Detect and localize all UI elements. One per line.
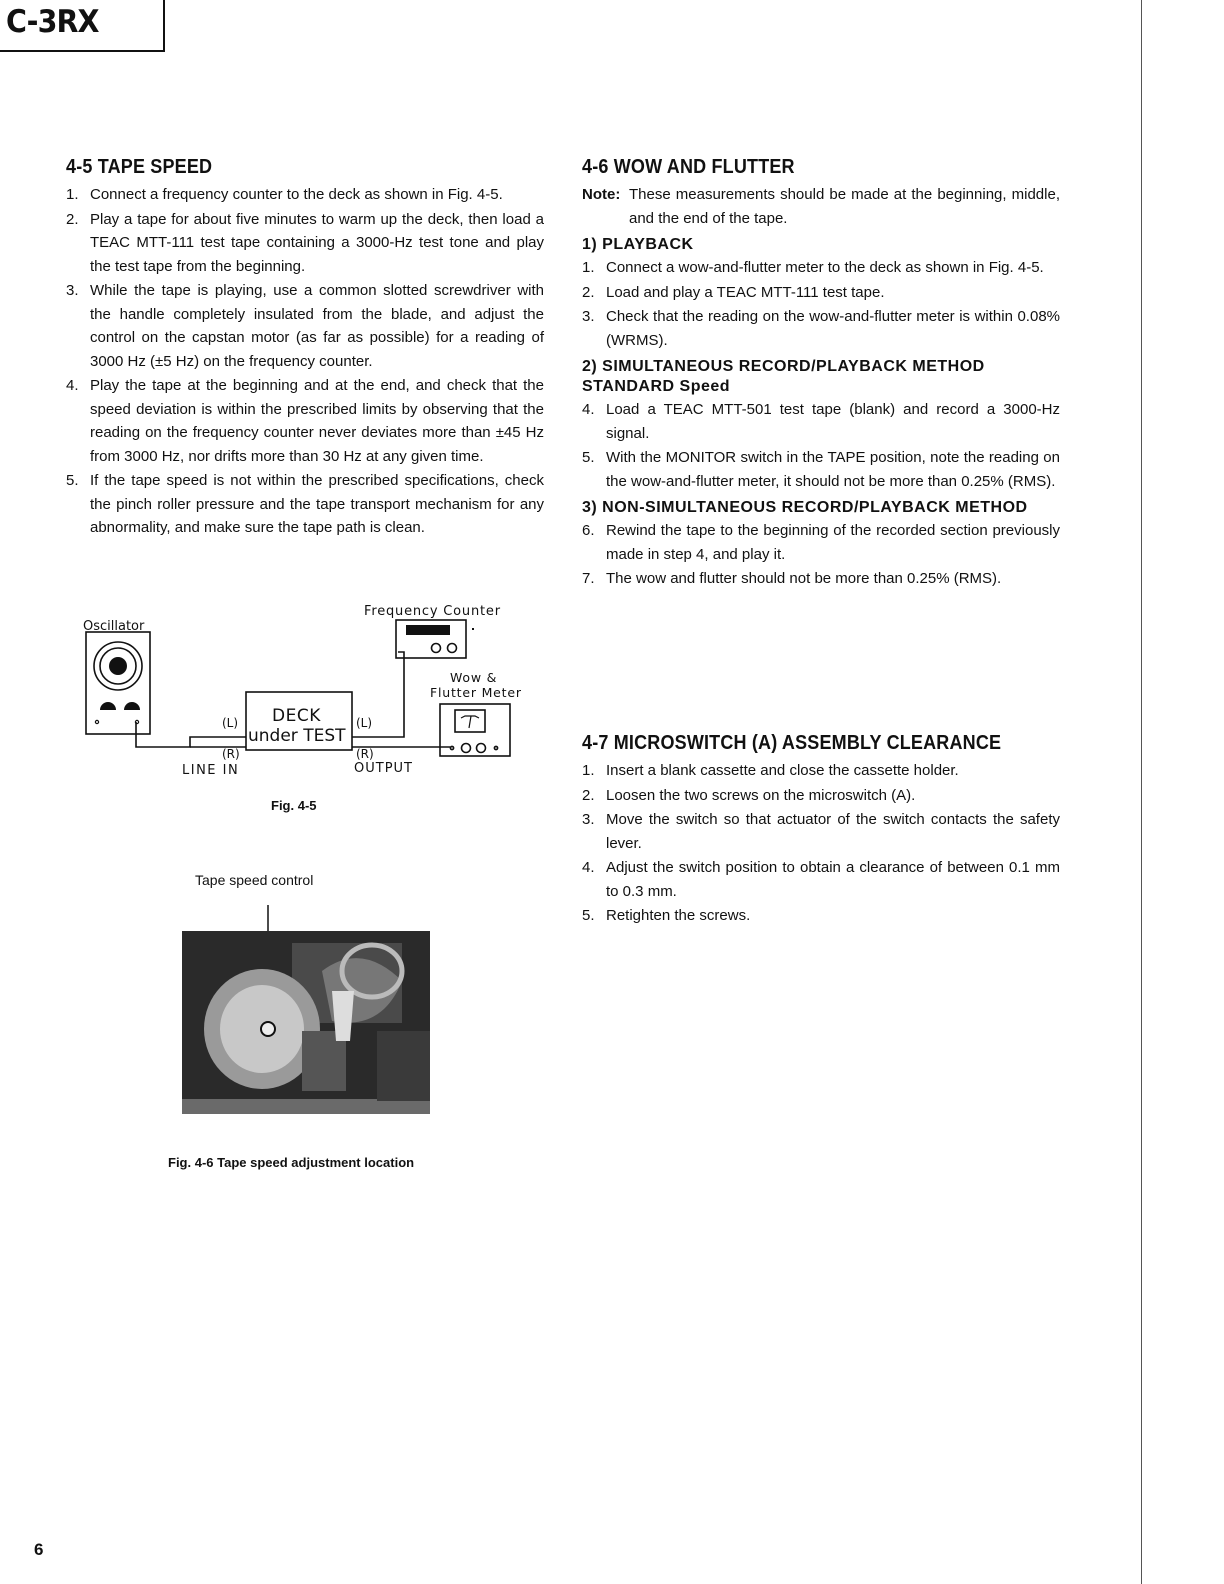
list-item: 3. Check that the reading on the wow-and-flutter meter is within 0.08% (WRMS). (582, 308, 1060, 349)
note-label: Note: (582, 186, 621, 203)
wow-label-line1: Wow & (450, 670, 498, 685)
list-item: 5. Retighten the screws. (582, 907, 751, 924)
oscillator-knob (124, 702, 140, 710)
section-4-5 (66, 156, 544, 541)
section-4-5-list (66, 183, 544, 540)
list-item: 1. Connect a wow-and-flutter meter to the deck as shown in Fig. 4-5. (582, 259, 1044, 276)
meter-needle-arc (461, 716, 479, 718)
list-item: 4. Play the tape at the beginning and at the end, and check that the speed deviation is within the prescribed limits by observing that the reading on the frequency counter never deviates more than ±45 Hz from 3000 Hz, nor drifts more than 30 Hz at any given time. (66, 377, 544, 465)
output-label: OUTPUT (354, 761, 413, 776)
speed-control-screw (261, 1022, 275, 1036)
meter-terminal (494, 746, 497, 749)
fig-4-6-caption: Fig. 4-6 Tape speed adjustment location (168, 1155, 415, 1170)
model-title: C-3RX (6, 4, 99, 40)
section-4-5-title: 4-5 TAPE SPEED (66, 156, 213, 178)
meter-terminal (450, 746, 453, 749)
oscillator-label: Oscillator (83, 619, 145, 634)
list-item: 1. Connect a frequency counter to the deck as shown in Fig. 4-5. (66, 186, 503, 203)
oscillator-knob (100, 702, 116, 710)
photo-side (377, 1031, 430, 1101)
list-item: 6. Rewind the tape to the beginning of the recorded section previously made in step 4, and play it. (582, 522, 1060, 563)
list-item: 2. Load and play a TEAC MTT-111 test tape. (582, 283, 885, 301)
meter-needle (469, 716, 471, 728)
note (582, 183, 1060, 230)
subsection-standard-speed: STANDARD Speed (582, 378, 731, 395)
oscillator-knob (109, 657, 127, 675)
tape-speed-control-label: Tape speed control (195, 872, 314, 888)
deck-label-line1: DECK (272, 706, 321, 726)
counter-knob (448, 644, 457, 653)
section-4-7 (582, 732, 1060, 929)
left-l-label: (L) (222, 716, 239, 730)
page-number: 6 (34, 1540, 44, 1559)
page-edge-rule (1141, 0, 1142, 1584)
line-in-label: LINE IN (182, 763, 240, 778)
meter-knob (462, 744, 471, 753)
list-item: 3. While the tape is playing, use a common slotted screwdriver with the handle completely insulated from the blade, and adjust the control on the capstan motor (as far as possible) for a reading of 3000 Hz (±5 Hz) on the frequency counter. (66, 282, 544, 370)
counter-mark (472, 628, 474, 630)
section-4-6-title: 4-6 WOW AND FLUTTER (582, 156, 795, 178)
list-item: 2. Loosen the two screws on the microswitch (A). (582, 786, 916, 804)
section-4-6 (582, 156, 1060, 592)
oscillator-terminal (95, 720, 98, 723)
list-item: 2. Play a tape for about five minutes to warm up the deck, then load a TEAC MTT-111 test tape containing a 3000-Hz test tone and play the test tape from the beginning. (66, 210, 544, 275)
meter-knob (477, 744, 486, 753)
list-item: 5. If the tape speed is not within the prescribed specifications, check the pinch roller pressure and the tape transport mechanism for any abnormality, and make sure the tape path is clean. (66, 472, 544, 536)
list-item: 1. Insert a blank cassette and close the cassette holder. (582, 762, 959, 779)
frequency-counter-label: Frequency Counter (364, 604, 501, 619)
subsection-simultaneous: 2) SIMULTANEOUS RECORD/PLAYBACK METHOD (582, 358, 985, 375)
fig-4-5-caption: Fig. 4-5 (271, 798, 317, 813)
note-text: These measurements should be made at the beginning, middle, and the end of the tape. (629, 186, 1060, 227)
counter-display (406, 625, 450, 635)
subsection-non-simultaneous: 3) NON-SIMULTANEOUS RECORD/PLAYBACK METHOD (582, 499, 1028, 516)
right-r-label: (R) (356, 747, 374, 761)
photo-base (182, 1099, 430, 1114)
subsection-playback: 1) PLAYBACK (582, 236, 694, 253)
list-item: 7. The wow and flutter should not be more than 0.25% (RMS). (582, 570, 1002, 587)
simultaneous-list (582, 398, 1060, 493)
left-r-label: (R) (222, 747, 240, 761)
counter-knob (432, 644, 441, 653)
list-item: 4. Load a TEAC MTT-501 test tape (blank) and record a 3000-Hz signal. (582, 401, 1060, 442)
list-item: 4. Adjust the switch position to obtain a clearance of between 0.1 mm to 0.3 mm. (582, 859, 1060, 900)
playback-list (582, 256, 1060, 352)
tape-speed-photo (182, 892, 430, 1114)
deck-label-line2: under TEST (248, 726, 346, 746)
oscillator-terminal (135, 720, 138, 723)
right-l-label: (L) (356, 716, 373, 730)
section-4-7-title: 4-7 MICROSWITCH (A) ASSEMBLY CLEARANCE (582, 732, 1002, 754)
list-item: 3. Move the switch so that actuator of the switch contacts the safety lever. (582, 811, 1060, 852)
wow-label-line2: Flutter Meter (430, 685, 522, 700)
section-4-7-list (582, 759, 1060, 928)
model-box (0, 0, 165, 52)
list-item: 5. With the MONITOR switch in the TAPE position, note the reading on the wow-and-flutter meter, it should not be more than 0.25% (RMS). (582, 449, 1060, 490)
non-simultaneous-list (582, 519, 1060, 591)
connection-diagram (80, 600, 530, 780)
